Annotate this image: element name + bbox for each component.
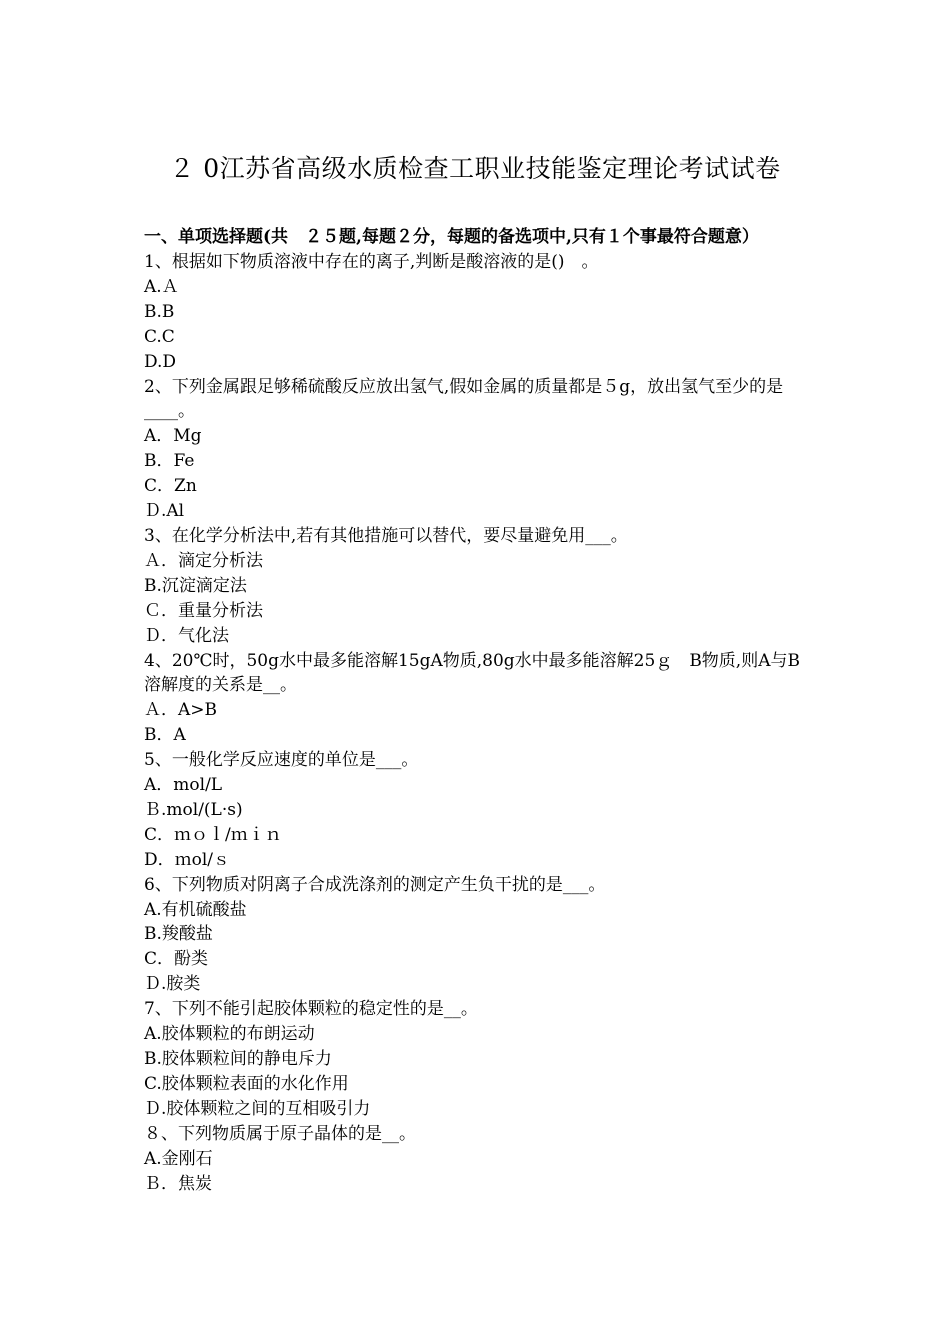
- answer-option: C.胶体颗粒表面的水化作用: [144, 1073, 349, 1094]
- answer-option: Ｄ.Al: [144, 501, 185, 522]
- question-stem: 6、下列物质对阴离子合成洗涤剂的测定产生负干扰的是___。: [144, 874, 606, 895]
- answer-option: D．ｍol/ｓ: [144, 849, 231, 870]
- section-heading: 一、单项选择题(共 ２５题,每题２分，每题的备选项中,只有１个事最符合题意）: [144, 227, 759, 247]
- answer-option: B.沉淀滴定法: [144, 575, 247, 596]
- answer-option: C．Zn: [144, 476, 197, 497]
- question-stem: 2、下列金属跟足够稀硫酸反应放出氢气,假如金属的质量都是５g，放出氢气至少的是____。: [144, 376, 784, 422]
- answer-option: A．Mg: [144, 426, 202, 447]
- document-body: [144, 225, 814, 1196]
- answer-option: Ａ．滴定分析法: [144, 550, 263, 571]
- question-stem: ８、下列物质属于原子晶体的是__。: [144, 1123, 416, 1144]
- answer-option: B．A: [144, 725, 186, 746]
- question-stem: 7、下列不能引起胶体颗粒的稳定性的是__。: [144, 999, 478, 1020]
- answer-option: A.Ａ: [144, 276, 179, 297]
- question-stem: 1、根据如下物质溶液中存在的离子,判断是酸溶液的是() 。: [144, 252, 599, 272]
- answer-option: B.B: [144, 301, 175, 322]
- question-list: [144, 250, 814, 1196]
- answer-option: Ｃ．重量分析法: [144, 600, 263, 621]
- answer-option: Ａ．A>B: [144, 700, 218, 721]
- answer-option: A.有机硫酸盐: [144, 899, 247, 920]
- question-stem: 3、在化学分析法中,若有其他措施可以替代，要尽量避免用___。: [144, 525, 628, 546]
- answer-option: B.胶体颗粒间的静电斥力: [144, 1049, 332, 1069]
- question-stem: 4、20℃时，50g水中最多能溶解15gA物质,80g水中最多能溶解25ｇ B物质,则A与B溶解度的关系是__。: [144, 650, 800, 696]
- answer-option: Ｂ．焦炭: [144, 1173, 212, 1194]
- answer-option: Ｄ.胶体颗粒之间的互相吸引力: [144, 1098, 371, 1119]
- answer-option: A.胶体颗粒的布朗运动: [144, 1024, 315, 1045]
- answer-option: Ｄ.胺类: [144, 974, 201, 995]
- answer-option: B．Fe: [144, 451, 195, 472]
- answer-option: B.羧酸盐: [144, 924, 213, 945]
- page-title: ２ 0江苏省高级水质检查工职业技能鉴定理论考试试卷: [169, 154, 781, 183]
- answer-option: C．酚类: [144, 949, 209, 970]
- answer-option: C．ｍｏｌ/ｍｉｎ: [144, 824, 282, 845]
- answer-option: C.C: [144, 326, 175, 347]
- answer-option: A.金刚石: [144, 1148, 213, 1169]
- answer-option: D.D: [144, 351, 177, 372]
- question-stem: 5、一般化学反应速度的单位是___。: [144, 750, 419, 771]
- answer-option: A．mol/L: [144, 775, 223, 796]
- answer-option: Ｂ.mol/(L·s): [144, 799, 243, 820]
- answer-option: Ｄ．气化法: [144, 625, 229, 646]
